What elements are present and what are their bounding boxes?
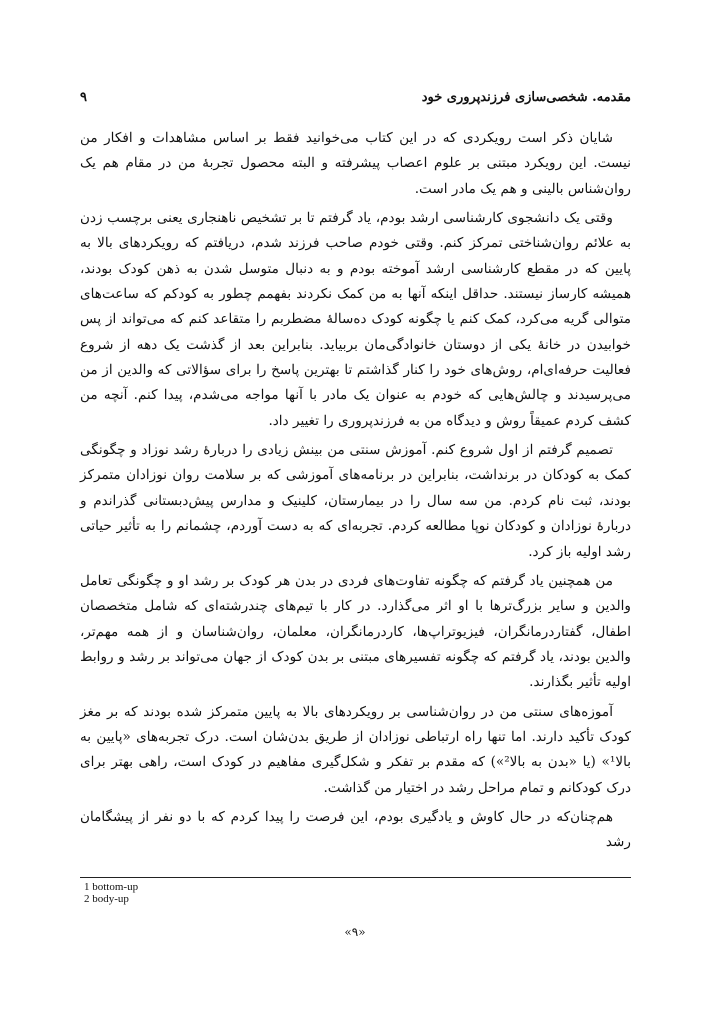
running-header [80,90,631,110]
chapter-title: مقدمه. شخصی‌سازی فرزندپروری خود [421,90,631,105]
header-page-number: ۹ [80,90,87,105]
paragraph: من همچنین یاد گرفتم که چگونه تفاوت‌های فردی در بدن هر کودک بر رشد او و چگونگی تعامل والدین و سایر بزرگ‌ترها با او اثر می‌گذارد. در کار با تیم‌های چندرشته‌ای که شامل متخصصان اطفال، گفتاردرمانگران، فیزیوتراپ‌ها، کاردرمانگران، معلمان، روان‌شناسان و از همه مهم‌تر، والدین بودند، یاد گرفتم که چگونه تفسیرهای مبتنی بر بدن کودک از جهان می‌تواند بر رشد و روابط اولیه تأثیر بگذارند. [80,572,631,691]
paragraph: وقتی یک دانشجوی کارشناسی ارشد بودم، یاد گرفتم تا بر تشخیص ناهنجاری یعنی برچسب زدن به علائم روان‌شناختی تمرکز کنم. وقتی خودم صاحب فرزند شدم، دریافتم که رویکردهای بالا به پایین که در مقطع کارشناسی ارشد آموخته بودم و به دنبال متوسل شدن به ذهن کودک بودند، همیشه کارساز نیستند. حداقل اینکه آنها به من کمک نکردند بفهمم چطور به کودکم که ساعت‌های متوالی گریه می‌کرد، کمک کنم یا چگونه کودک ده‌سالهٔ مضطربم را متقاعد کنم که می‌تواند از پس خوابیدن در خانهٔ یکی از دوستان خانوادگی‌مان بربیاید. بنابراین بعد از گذشت یک دهه از شروع فعالیت حرفه‌ای‌ام، روش‌های خود را کنار گذاشتم تا بهترین پاسخ را برای سؤالاتی که والدین از من می‌پرسیدند و چالش‌هایی که خودم به عنوان یک مادر با آنها مواجه می‌شدم، پیدا کنم. آنچه من کشف کردم عمیقاً روش و دیدگاه من به فرزندپروری را تغییر داد. [80,210,631,429]
footnote: 2 body-up [84,893,129,905]
paragraph: هم‌چنان‌که در حال کاوش و یادگیری بودم، این فرصت را پیدا کردم که با دو نفر از پیشگامان رشد [80,808,631,851]
page-footer-number: «۹» [344,925,366,939]
body-text [80,126,631,856]
paragraph: آموزه‌های سنتی من در روان‌شناسی بر رویکردهای بالا به پایین متمرکز شده بودند که بر مغز کودک تأکید دارند. اما تنها راه ارتباطی نوزادان از طریق بدن‌شان است. درک تجربه‌های «پایین به بالا¹» (یا «بدن به بالا²») که مقدم بر تفکر و شکل‌گیری مفاهیم در کودک است، راهی بهتر برای درک کودکانم و تمام مراحل رشد در اختیار من گذاشت. [80,703,631,796]
footnote: 1 bottom-up [84,881,139,893]
paragraph: تصمیم گرفتم از اول شروع کنم. آموزش سنتی من بینش زیادی را دربارهٔ رشد نوزاد و چگونگی کمک به کودکان در برنداشت، بنابراین در برنامه‌های آموزشی که بر سلامت روان نوزادان متمرکز بودند، ثبت نام کردم. من سه سال را در بیمارستان، کلینیک و مدارس پیش‌دبستانی گذراندم و دربارهٔ نوزادان و کودکان نوپا مطالعه کردم. تجربه‌ای که به دست آوردم، چشمانم را به تأثیر حیاتی رشد اولیه باز کرد. [80,442,631,560]
footnote-divider [80,877,631,878]
footnotes [84,881,138,905]
paragraph: شایان ذکر است رویکردی که در این کتاب می‌خوانید فقط بر اساس مشاهدات و افکار من نیست. این رویکرد مبتنی بر علوم اعصاب پیشرفته و البته محصول تجربهٔ من در مقام هم یک روان‌شناس بالینی و هم یک مادر است. [80,130,631,197]
